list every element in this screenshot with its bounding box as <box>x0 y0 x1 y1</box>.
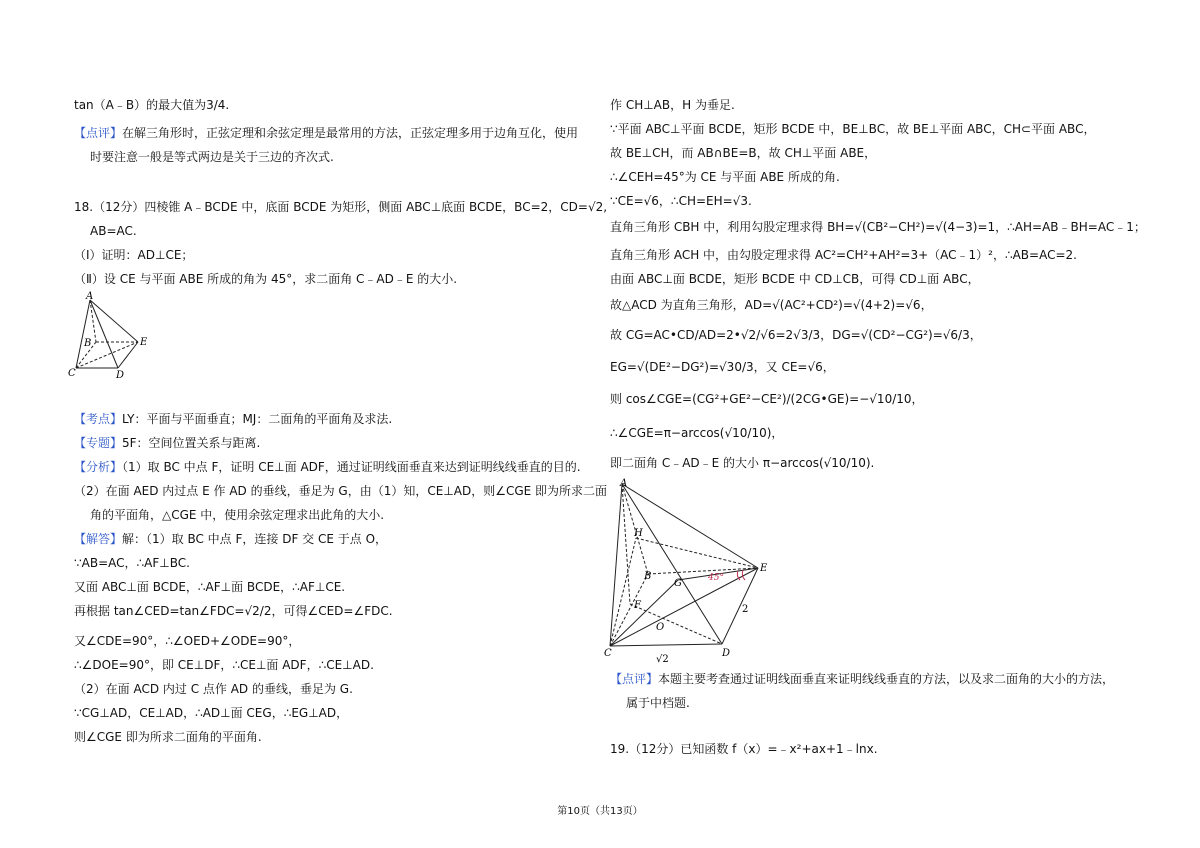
label-C: C <box>68 368 76 379</box>
fenxi-2: （2）在面 AED 内过点 E 作 AD 的垂线，垂足为 G，由（1）知，CE⊥AD，则∠CGE 即为所求二面 <box>74 484 608 498</box>
right-line-9: 故△ACD 为直角三角形，AD=√(AC²+CD²)=√(4+2)=√6， <box>610 298 933 312</box>
right-line-1: 作 CH⊥AB，H 为垂足. <box>610 98 735 112</box>
big-label-D: D <box>722 648 731 659</box>
right-line-7: 直角三角形 ACH 中，由勾股定理求得 AC²=CH²+AH²=3+（AC﹣1）²，∴AB=AC=2. <box>610 248 1077 262</box>
jieda-3: 又面 ABC⊥面 BCDE，∴AF⊥面 BCDE，∴AF⊥CE. <box>74 580 346 594</box>
right-line-14: 即二面角 C﹣AD﹣E 的大小 π−arccos(√10/10). <box>610 456 875 470</box>
right-line-10: 故 CG=AC•CD/AD=2•√2/√6=2√3/3，DG=√(CD²−CG²)=√6/3， <box>610 328 982 342</box>
right-line-11: EG=√(DE²−DG²)=√30/3，又 CE=√6， <box>610 360 835 374</box>
right-line-4: ∴∠CEH=45°为 CE 与平面 ABE 所成的角. <box>610 170 840 184</box>
zhuanti: 【专题】5F：空间位置关系与距离. <box>74 436 261 450</box>
label-B: B <box>84 338 92 349</box>
right-line-6: 直角三角形 CBH 中，利用勾股定理求得 BH=√(CB²−CH²)=√(4−3)=1，∴AH=AB﹣BH=AC﹣1； <box>610 220 1146 234</box>
fenxi-3: 角的平面角，△CGE 中，使用余弦定理求出此角的大小. <box>90 508 385 522</box>
right-line-8: 由面 ABC⊥面 BCDE，矩形 BCDE 中 CD⊥CB，可得 CD⊥面 ABC， <box>610 272 980 286</box>
right-line-12: 则 cos∠CGE=(CG²+GE²−CE²)/(2CG•GE)=−√10/10， <box>610 392 924 406</box>
problem-18-stem-2: AB=AC. <box>90 224 137 238</box>
kaodian: 【考点】LY：平面与平面垂直；MJ：二面角的平面角及求法. <box>74 412 393 426</box>
big-label-E: E <box>760 563 768 574</box>
left-line-3: 时要注意一般是等式两边是关于三边的齐次式. <box>90 150 334 164</box>
right-line-3: 故 BE⊥CH，而 AB∩BE=B，故 CH⊥平面 ABE， <box>610 146 877 160</box>
big-label-B: B <box>644 571 652 582</box>
big-label-A: A <box>620 478 628 489</box>
problem-18-part1: （Ⅰ）证明：AD⊥CE； <box>74 248 194 262</box>
jieda-9: 则∠CGE 即为所求二面角的平面角. <box>74 730 262 744</box>
jieda-7: （2）在面 ACD 内过 C 点作 AD 的垂线，垂足为 G. <box>74 682 353 696</box>
problem-18-part2: （Ⅱ）设 CE 与平面 ABE 所成的角为 45°，求二面角 C﹣AD﹣E 的大小. <box>74 272 458 286</box>
left-line-2: 【点评】在解三角形时，正弦定理和余弦定理是最常用的方法，正弦定理多用于边角互化，使用 <box>74 126 579 140</box>
right-line-2: ∵平面 ABC⊥平面 BCDE，矩形 BCDE 中，BE⊥BC，故 BE⊥平面 ABC，CH⊂平面 ABC， <box>610 122 1096 136</box>
problem-19-stem: 19.（12分）已知函数 f（x）=﹣x²+ax+1﹣lnx. <box>610 742 878 756</box>
label-A: A <box>86 291 94 302</box>
right-line-13: ∴∠CGE=π−arccos(√10/10)， <box>610 426 784 440</box>
big-label-angle: 45° <box>708 573 724 583</box>
jieda-2: ∵AB=AC，∴AF⊥BC. <box>74 556 190 570</box>
dianping-2: 属于中档题. <box>626 696 690 710</box>
big-label-cd-length: √2 <box>656 654 669 665</box>
label-D: D <box>116 370 125 380</box>
jieda-4: 再根据 tan∠CED=tan∠FDC=√2/2，可得∠CED=∠FDC. <box>74 604 393 618</box>
pyramid-large-figure <box>600 476 770 666</box>
pyramid-small-figure <box>66 290 156 380</box>
label-E: E <box>140 337 148 348</box>
jieda-6: ∴∠DOE=90°，即 CE⊥DF，∴CE⊥面 ADF，∴CE⊥AD. <box>74 658 374 672</box>
big-label-H: H <box>634 528 643 539</box>
big-label-de-length: 2 <box>742 604 749 615</box>
right-line-5: ∵CE=√6，∴CH=EH=√3. <box>610 194 752 208</box>
page-footer: 第10页（共13页） <box>557 806 643 817</box>
left-line-1: tan（A﹣B）的最大值为3/4. <box>74 98 230 112</box>
problem-18-stem: 18.（12分）四棱锥 A﹣BCDE 中，底面 BCDE 为矩形，侧面 ABC⊥底面 BCDE，BC=2，CD=√2, <box>74 200 608 214</box>
big-label-F: F <box>634 600 641 611</box>
jieda-1: 【解答】解：（1）取 BC 中点 F，连接 DF 交 CE 于点 O， <box>74 532 388 546</box>
jieda-8: ∵CG⊥AD，CE⊥AD，∴AD⊥面 CEG，∴EG⊥AD， <box>74 706 349 720</box>
fenxi-1: 【分析】（1）取 BC 中点 F，证明 CE⊥面 ADF，通过证明线面垂直来达到证明线线垂直的目的. <box>74 460 581 474</box>
comment-tag: 【点评】 <box>74 126 123 140</box>
big-label-G: G <box>674 578 682 589</box>
big-label-O: O <box>656 622 665 633</box>
dianping-1: 【点评】本题主要考查通过证明线面垂直来证明线线垂直的方法，以及求二面角的大小的方法， <box>610 672 1115 686</box>
jieda-5: 又∠CDE=90°，∴∠OED+∠ODE=90°， <box>74 634 301 648</box>
big-label-C: C <box>604 648 612 659</box>
